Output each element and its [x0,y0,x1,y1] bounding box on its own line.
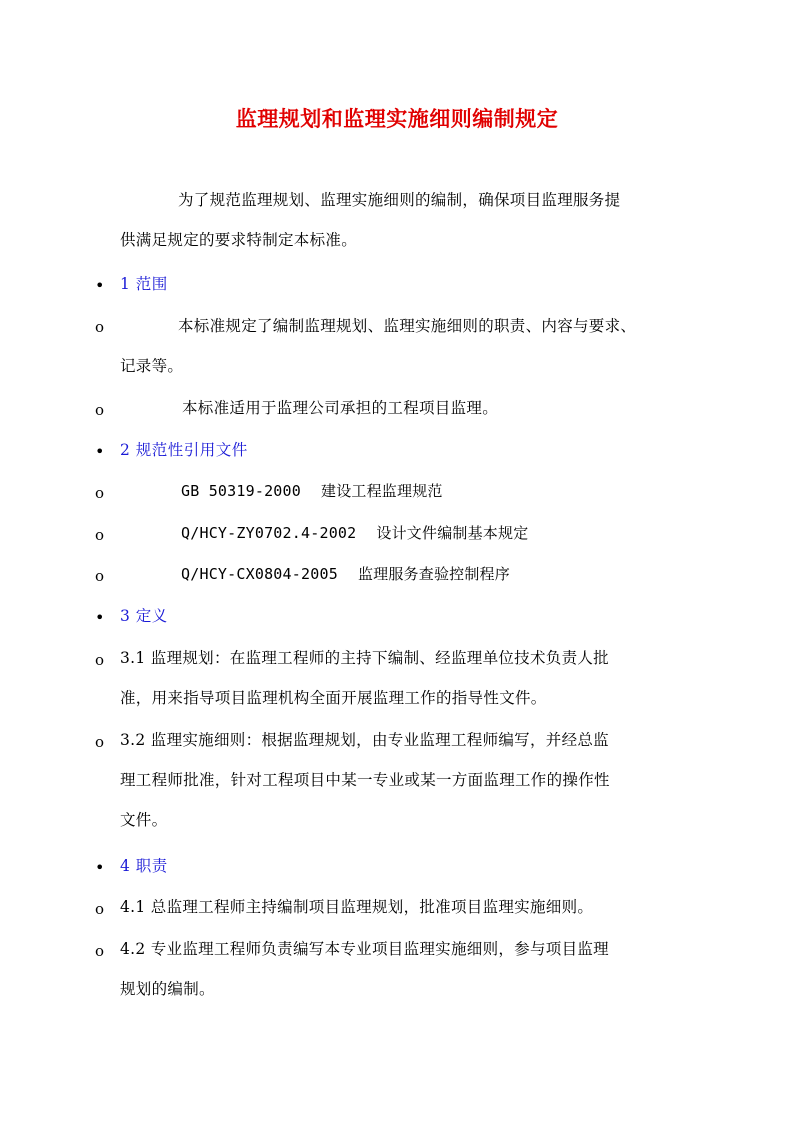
definition-1-line-1: 3.1 监理规划：在监理工程师的主持下编制、经监理单位技术负责人批 [120,649,609,667]
responsibility-1 [120,887,676,927]
circle-marker: o [95,401,105,419]
intro-paragraph [120,180,676,260]
bullet-marker: • [95,442,105,461]
section-3-heading: 3 定义 [120,607,168,625]
bullet-marker: • [95,276,105,295]
scope-paragraph-2 [120,388,676,428]
reference-item-1 [181,471,443,511]
definition-2-line-3: 文件。 [120,811,168,829]
definition-2-line-1: 3.2 监理实施细则：根据监理规划，由专业监理工程师编写，并经总监 [120,731,609,749]
bullet-marker: • [95,608,105,627]
reference-name: 监理服务查验控制程序 [357,565,510,583]
circle-marker: o [95,942,105,960]
intro-line-2: 供满足规定的要求特制定本标准。 [120,231,358,249]
intro-line-1: 为了规范监理规划、监理实施细则的编制，确保项目监理服务提 [178,191,621,209]
responsibility-2-line-1: 4.2 专业监理工程师负责编写本专业项目监理实施细则，参与项目监理 [120,940,609,958]
reference-code: Q/HCY-CX0804-2005 [181,565,338,583]
scope-item-2: 本标准适用于监理公司承担的工程项目监理。 [182,399,499,417]
definition-2-line-2: 理工程师批准，针对工程项目中某一专业或某一方面监理工作的操作性 [120,771,610,789]
section-2-heading: 2 规范性引用文件 [120,441,248,459]
reference-code: GB 50319-2000 [181,482,301,500]
circle-marker: o [95,526,105,544]
definition-1-line-2: 准，用来指导项目监理机构全面开展监理工作的指导性文件。 [120,689,547,707]
reference-name: 设计文件编制基本规定 [376,524,529,542]
reference-code: Q/HCY-ZY0702.4-2002 [181,524,357,542]
scope-paragraph-1 [120,306,676,386]
reference-item-3 [181,554,510,594]
bullet-marker: • [95,858,105,877]
definition-2 [120,720,676,840]
responsibility-2 [120,929,676,1009]
circle-marker: o [95,651,105,669]
document-title: 监理规划和监理实施细则编制规定 [235,106,559,131]
circle-marker: o [95,318,105,336]
section-1-heading: 1 范围 [120,275,168,293]
definition-1 [120,638,676,718]
reference-name: 建设工程监理规范 [321,482,443,500]
section-4-heading: 4 职责 [120,857,168,875]
scope-line-1: 本标准规定了编制监理规划、监理实施细则的职责、内容与要求、 [178,317,637,335]
circle-marker: o [95,733,105,751]
circle-marker: o [95,484,105,502]
circle-marker: o [95,567,105,585]
reference-item-2 [181,513,528,553]
responsibility-1-text: 4.1 总监理工程师主持编制项目监理规划，批准项目监理实施细则。 [120,898,594,916]
scope-line-2: 记录等。 [120,357,184,375]
responsibility-2-line-2: 规划的编制。 [120,980,215,998]
circle-marker: o [95,900,105,918]
